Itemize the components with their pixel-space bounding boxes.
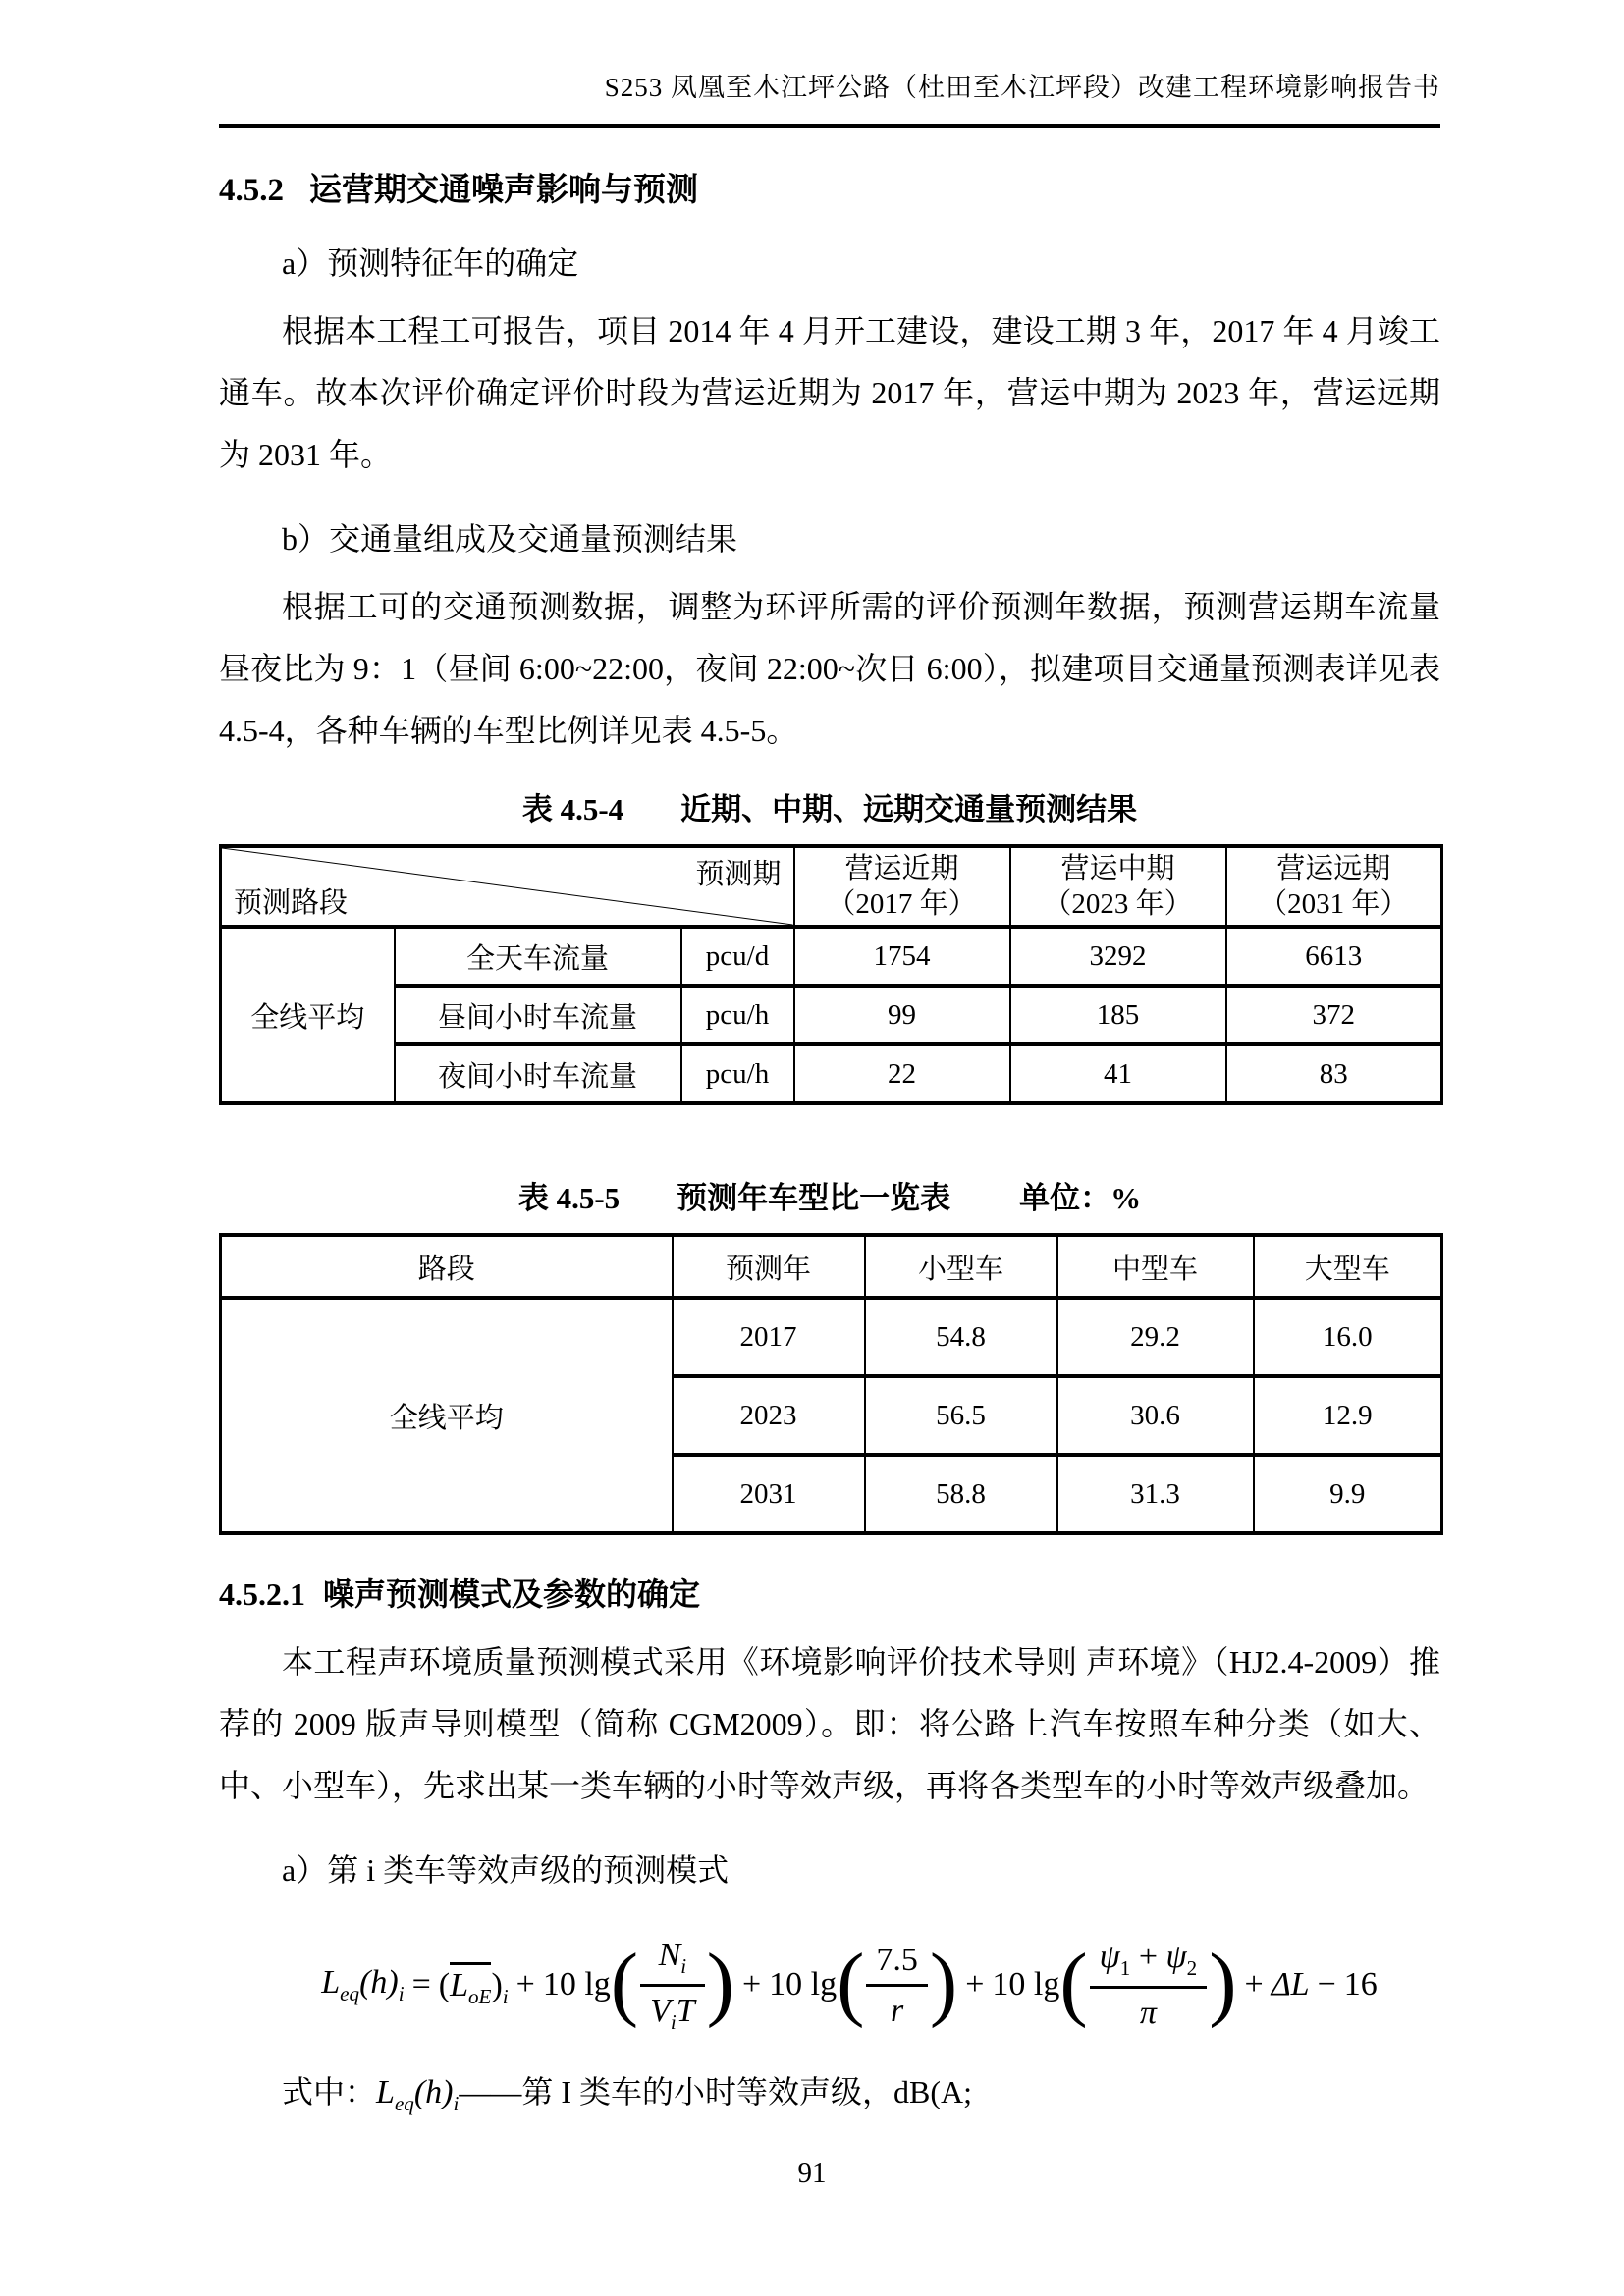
report-title: S253 凤凰至木江坪公路（杜田至木江坪段）改建工程环境影响报告书 xyxy=(604,73,1440,102)
plus-sign: + xyxy=(741,1966,762,2003)
value-cell: 56.5 xyxy=(865,1376,1057,1455)
value-cell: 185 xyxy=(1010,986,1226,1044)
value-cell: 3292 xyxy=(1010,927,1226,986)
formula-legend xyxy=(219,2069,1440,2126)
column-header-year: 预测年 xyxy=(673,1235,865,1298)
metric-cell: 昼间小时车流量 xyxy=(395,986,681,1044)
table-row xyxy=(221,986,1442,1044)
value-cell: 54.8 xyxy=(865,1298,1057,1376)
paragraph-3: 本工程声环境质量预测模式采用《环境影响评价技术导则 声环境》（HJ2.4-2009）推荐的 2009 版声导则模型（简称 CGM2009）。即：将公路上汽车按照车种分类（如大、中、小型车），先求出某一类车辆的小时等效声级，再将各类型车的小时等效声级叠加。 xyxy=(219,1644,1440,1803)
table-caption-title: 预测年车型比一览表 xyxy=(677,1181,951,1215)
year-cell: 2017 xyxy=(673,1298,865,1376)
column-header-mid: 营运中期 （2023 年） xyxy=(1010,846,1226,927)
list-item-a1: a）预测特征年的确定 xyxy=(282,245,579,281)
value-cell: 41 xyxy=(1010,1044,1226,1103)
section-heading-4-5-2 xyxy=(219,171,1440,210)
unit-cell: pcu/h xyxy=(681,986,794,1044)
row-group-label: 全线平均 xyxy=(221,1298,673,1533)
table-caption-label: 表 4.5-5 xyxy=(517,1181,621,1215)
header-divider xyxy=(219,124,1440,128)
year-cell: 2023 xyxy=(673,1376,865,1455)
list-item-b: b）交通量组成及交通量预测结果 xyxy=(282,521,738,557)
diagonal-label-top: 预测期 xyxy=(695,859,782,890)
table-row xyxy=(221,1298,1442,1376)
minus-sign: − xyxy=(1317,1966,1336,2003)
formula-symbol: $L_{eq}(h)_i$ xyxy=(376,2073,460,2115)
diagonal-label-bottom: 预测路段 xyxy=(234,887,349,919)
page-number: 91 xyxy=(797,2158,827,2189)
column-header-large: 大型车 xyxy=(1254,1235,1442,1298)
paragraph-1: 根据本工程工可报告，项目 2014 年 4 月开工建设，建设工期 3 年，2017 年 4 月竣工通车。故本次评价确定评价时段为营运近期为 2017 年，营运中期为 2023 年，营运远期为 2031 年。 xyxy=(219,313,1440,472)
unit-cell: pcu/h xyxy=(681,1044,794,1103)
metric-cell: 夜间小时车流量 xyxy=(395,1044,681,1103)
value-cell: 31.3 xyxy=(1057,1455,1254,1533)
value-cell: 9.9 xyxy=(1254,1455,1442,1533)
angle-fraction: $\frac{\psi_1 + \psi_2}{\pi}$ xyxy=(1090,1937,1208,2033)
table-caption-label: 表 4.5-4 xyxy=(521,792,624,827)
noise-prediction-formula: $L_{eq}(h)_i$ = $(L_{oE})_i$ + 10 lg ( $\frac{N_i}{V_iT}$ ) + 10 lg ( $\frac{7.5}{r}$ ) + 10 lg ( $\frac{\psi_1 + \psi_2}{\pi}$ ) + ΔL − 16 xyxy=(219,1935,1440,2036)
emission-level-term: $(L_{oE})_i$ xyxy=(439,1962,509,2009)
where-prefix: 式中： xyxy=(282,2073,377,2109)
value-cell: 99 xyxy=(794,986,1010,1044)
equals-sign: = xyxy=(411,1966,431,2003)
row-group-label: 全线平均 xyxy=(221,927,395,1103)
formula-lhs: $L_{eq}(h)_i$ xyxy=(321,1964,405,2005)
value-cell: 1754 xyxy=(794,927,1010,986)
table-caption-unit: 单位：% xyxy=(1019,1181,1142,1215)
value-cell: 6613 xyxy=(1226,927,1442,986)
metric-cell: 全天车流量 xyxy=(395,927,681,986)
column-header-far: 营运远期 （2031 年） xyxy=(1226,846,1442,927)
value-cell: 58.8 xyxy=(865,1455,1057,1533)
year-cell: 2031 xyxy=(673,1455,865,1533)
table-caption-title: 近期、中期、远期交通量预测结果 xyxy=(680,792,1138,827)
section-number: 4.5.2.1 xyxy=(219,1576,305,1612)
plus-sign: + xyxy=(1244,1966,1264,2003)
delta-L-term: ΔL xyxy=(1271,1966,1310,2003)
section-title: 运营期交通噪声影响与预测 xyxy=(309,173,698,208)
value-cell: 83 xyxy=(1226,1044,1442,1103)
table-4-5-4-caption xyxy=(219,791,1440,828)
section-heading-4-5-2-1 xyxy=(219,1575,1440,1614)
table-row xyxy=(221,927,1442,986)
column-header-near: 营运近期 （2017 年） xyxy=(794,846,1010,927)
constant-16: 16 xyxy=(1343,1966,1378,2003)
traffic-fraction: $\frac{N_i}{V_iT}$ xyxy=(640,1935,705,2036)
column-header-road: 路段 xyxy=(221,1235,673,1298)
value-cell: 12.9 xyxy=(1254,1376,1442,1455)
ten-lg-coef: 10 lg xyxy=(992,1966,1060,2003)
plus-sign: + xyxy=(965,1966,985,2003)
column-header-small: 小型车 xyxy=(865,1235,1057,1298)
table-row xyxy=(221,1044,1442,1103)
section-number: 4.5.2 xyxy=(219,173,284,208)
value-cell: 22 xyxy=(794,1044,1010,1103)
list-item-a2: a）第 i 类车等效声级的预测模式 xyxy=(282,1852,730,1888)
table-4-5-5-caption xyxy=(219,1180,1440,1217)
distance-fraction: $\frac{7.5}{r}$ xyxy=(866,1940,928,2032)
ten-lg-coef: 10 lg xyxy=(542,1966,611,2003)
page-header xyxy=(219,0,1440,128)
value-cell: 30.6 xyxy=(1057,1376,1254,1455)
section-title: 噪声预测模式及参数的确定 xyxy=(323,1576,701,1612)
vehicle-type-ratio-table xyxy=(219,1233,1443,1535)
value-cell: 29.2 xyxy=(1057,1298,1254,1376)
diagonal-header-cell xyxy=(221,846,794,927)
unit-cell: pcu/d xyxy=(681,927,794,986)
plus-sign: + xyxy=(515,1966,535,2003)
page-content xyxy=(219,0,1440,2126)
where-description: ——第 I 类车的小时等效声级，dB(A; xyxy=(459,2073,973,2109)
table-header-row xyxy=(221,1235,1442,1298)
value-cell: 16.0 xyxy=(1254,1298,1442,1376)
table-header-row xyxy=(221,846,1442,927)
traffic-forecast-table xyxy=(219,844,1443,1105)
paragraph-2: 根据工可的交通预测数据，调整为环评所需的评价预测年数据，预测营运期车流量昼夜比为 9：1（昼间 6:00~22:00，夜间 22:00~次日 6:00），拟建项目交通量预测表详见表 4.5-4，各种车辆的车型比例详见表 4.5-5。 xyxy=(219,589,1440,748)
column-header-medium: 中型车 xyxy=(1057,1235,1254,1298)
ten-lg-coef: 10 lg xyxy=(769,1966,838,2003)
value-cell: 372 xyxy=(1226,986,1442,1044)
